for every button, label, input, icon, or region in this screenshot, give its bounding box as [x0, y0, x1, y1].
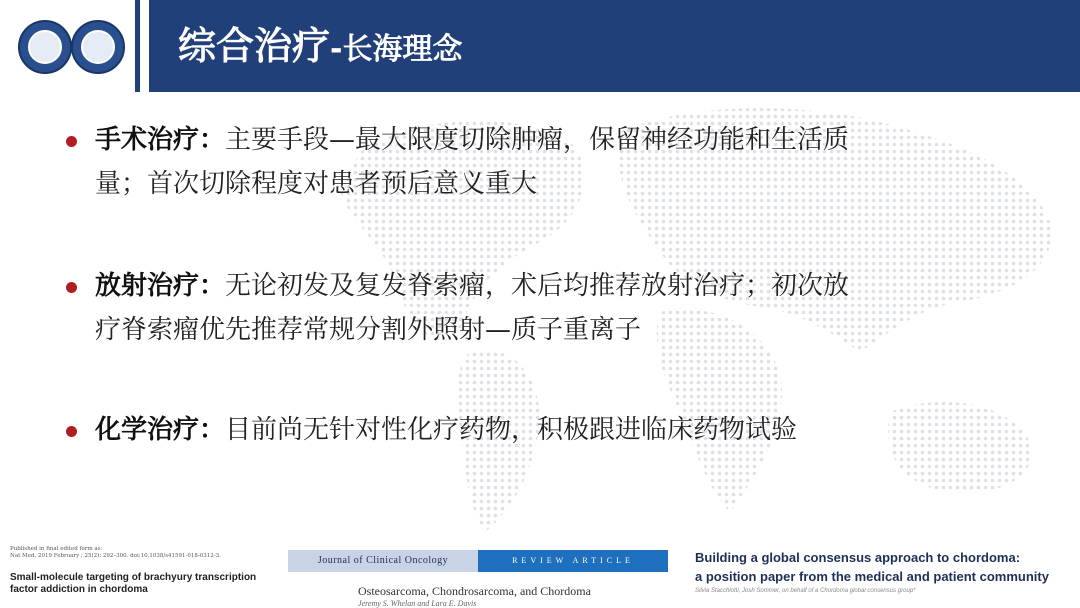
- bullet-dot-icon: [66, 282, 77, 293]
- bullet-body: 无论初发及复发脊索瘤，术后均推荐放射治疗；初次放疗脊索瘤优先推荐常规分割外照射—质子重离子: [95, 271, 850, 345]
- journal-name: Journal of Clinical Oncology: [288, 550, 478, 572]
- header-divider: [140, 0, 149, 92]
- bullet-radiotherapy: [62, 264, 862, 352]
- bullet-dot-icon: [66, 136, 77, 147]
- bullet-heading: 化学治疗：: [95, 415, 226, 445]
- paper-title: Osteosarcoma, Chondrosarcoma, and Chordoma: [358, 584, 591, 598]
- bullet-dot-icon: [66, 426, 77, 437]
- paper-consensus: [695, 548, 1075, 608]
- paper-title: Small-molecule targeting of brachyury transcription factor addiction in chordoma: [10, 572, 257, 595]
- hospital-seal-icon: [71, 20, 125, 74]
- bullet-body: 主要手段—最大限度切除肿瘤，保留神经功能和生活质量；首次切除程度对患者预后意义重大: [95, 125, 850, 199]
- paper-published-note: Published in final edited form as:: [10, 546, 103, 552]
- logo-area: [0, 0, 135, 92]
- paper-nat-med: [10, 546, 280, 608]
- bullet-surgery: [62, 118, 862, 206]
- bullet-text: [95, 408, 862, 452]
- article-type-label: REVIEW ARTICLE: [478, 550, 668, 572]
- university-seal-icon: [18, 20, 72, 74]
- bullet-body: 目前尚无针对性化疗药物，积极跟进临床药物试验: [225, 415, 798, 445]
- paper-jco: [288, 550, 668, 608]
- paper-title-line1: Building a global consensus approach to chordoma:: [695, 550, 1021, 565]
- slide-title-main: 综合治疗: [178, 24, 331, 68]
- bullet-chemotherapy: [62, 408, 862, 452]
- bullet-text: [95, 118, 862, 206]
- paper-title-line2: a position paper from the medical and patient community: [695, 569, 1049, 584]
- bullet-heading: 放射治疗：: [95, 271, 226, 301]
- paper-authors: Silvia Stacchiotti, Josh Sommer, on behalf of a Chordoma global consensus group*: [695, 588, 916, 594]
- slide-title-sub: -长海理念: [330, 32, 463, 67]
- paper-authors: Jeremy S. Whelan and Lara E. Davis: [358, 599, 477, 608]
- slide-title: [178, 20, 462, 72]
- paper-citation: Nat Med. 2019 February ; 25(2): 292–300. doi:10.1038/s41591-018-0312-3.: [10, 553, 221, 559]
- slide-header: [0, 0, 1080, 92]
- bullet-text: [95, 264, 862, 352]
- bullet-heading: 手术治疗：: [95, 125, 226, 155]
